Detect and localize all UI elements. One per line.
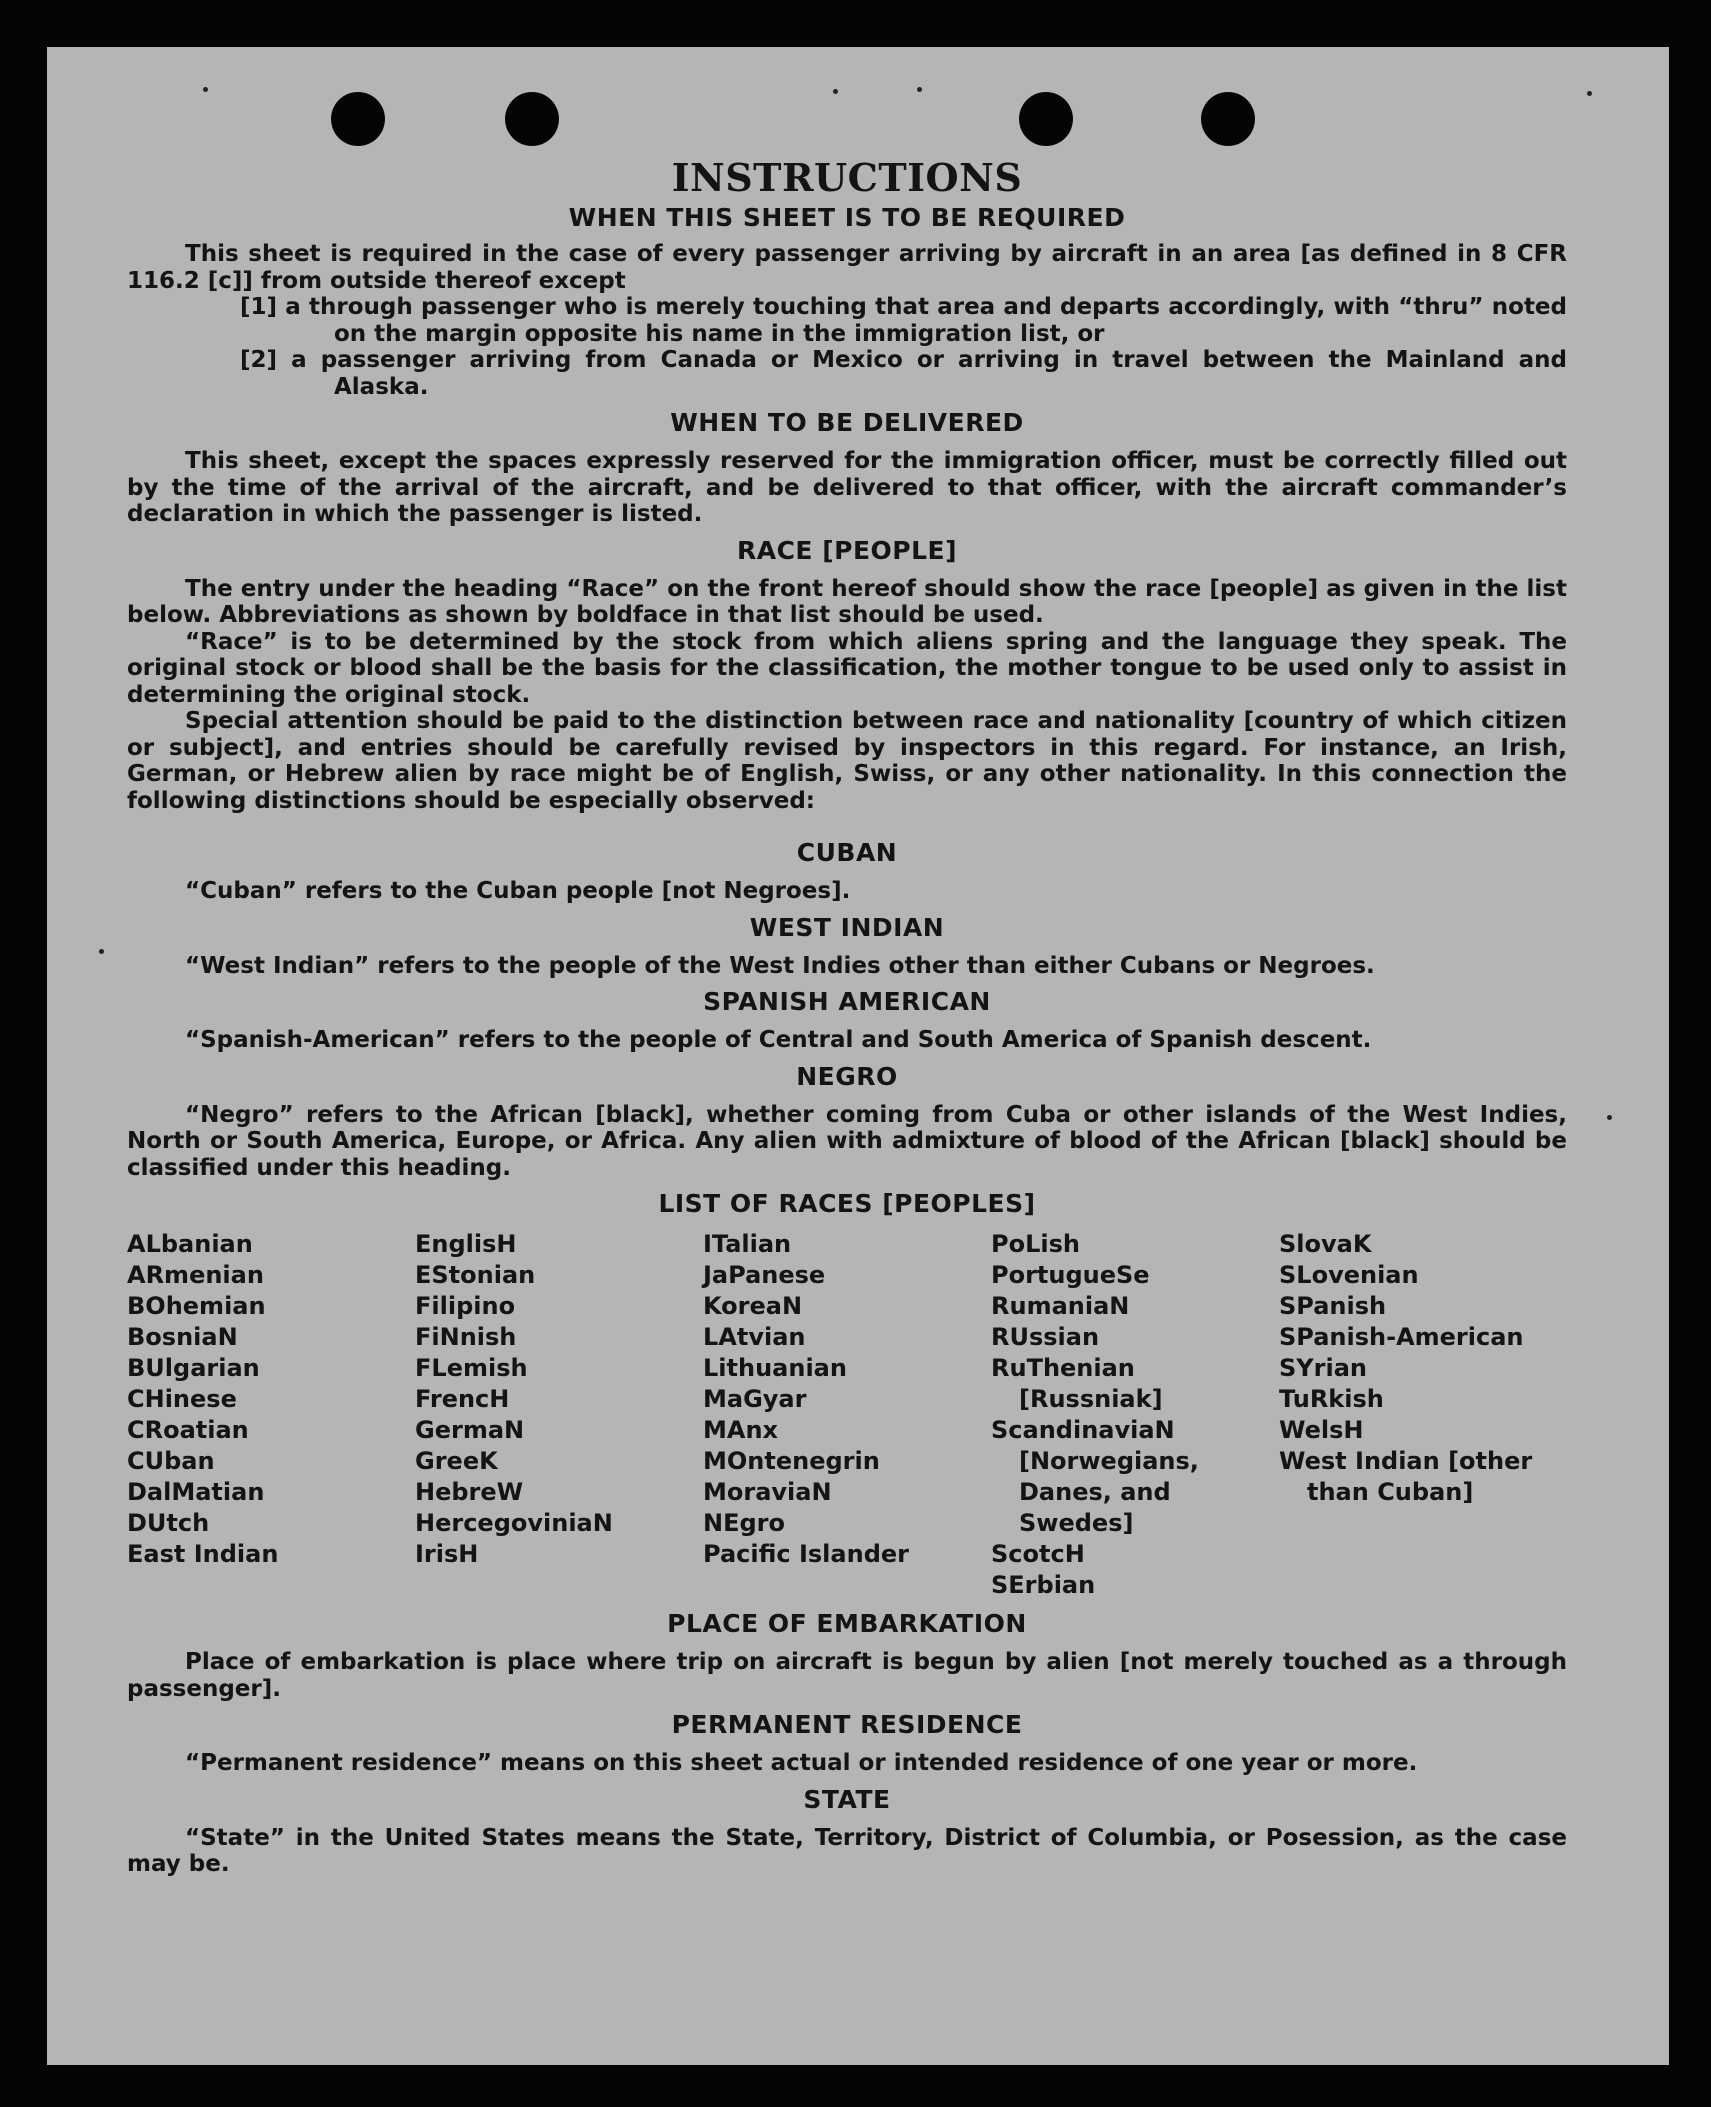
race-column: [991, 1229, 1279, 1601]
heading-when-required: WHEN THIS SHEET IS TO BE REQUIRED: [568, 203, 1126, 232]
race-item: East Indian: [127, 1540, 279, 1568]
race-item: SlovaK: [1279, 1230, 1372, 1258]
paragraph-when-delivered: This sheet, except the spaces expressly reserved for the immigration officer, must be correctly filled out by the time of the arrival of the aircraft, and be delivered to that officer, with the aircraft commander’s declaration in which the passenger is listed.: [127, 448, 1567, 527]
race-item: SPanish-American: [1279, 1323, 1524, 1351]
race-item: ITalian: [703, 1230, 792, 1258]
paragraph-permanent-residence: “Permanent residence” means on this sheet actual or intended residence of one year or more.: [185, 1750, 1418, 1776]
race-item: RumaniaN: [991, 1292, 1130, 1320]
race-item: LAtvian: [703, 1323, 806, 1351]
heading-when-delivered: WHEN TO BE DELIVERED: [670, 408, 1024, 437]
punch-hole: [1201, 92, 1255, 146]
race-item: FiNnish: [415, 1323, 517, 1351]
heading-spanish-american: SPANISH AMERICAN: [703, 987, 991, 1016]
race-item: NEgro: [703, 1509, 785, 1537]
race-item: JaPanese: [703, 1261, 826, 1289]
paragraph-race-2: “Race” is to be determined by the stock from which aliens spring and the language they speak. The original stock or blood shall be the basis for the classification, the mother tongue to be used only to assist in determining the original stock.: [127, 628, 1567, 708]
race-item: SPanish: [1279, 1292, 1387, 1320]
punch-hole: [1019, 92, 1073, 146]
page-title: INSTRUCTIONS: [671, 155, 1023, 200]
race-item: GermaN: [415, 1416, 525, 1444]
race-column: [1279, 1229, 1567, 1601]
race-item: HercegoviniaN: [415, 1509, 613, 1537]
race-item: MoraviaN: [703, 1478, 832, 1506]
race-item: Pacific Islander: [703, 1540, 909, 1568]
heading-place-of-embarkation: PLACE OF EMBARKATION: [667, 1609, 1027, 1638]
race-item: Filipino: [415, 1292, 516, 1320]
race-item: SYrian: [1279, 1354, 1368, 1382]
race-item: BUlgarian: [127, 1354, 260, 1382]
race-item: TuRkish: [1279, 1385, 1384, 1413]
race-item: WelsH: [1279, 1416, 1364, 1444]
race-item: DUtch: [127, 1509, 210, 1537]
race-item: FLemish: [415, 1354, 528, 1382]
heading-race: RACE [PEOPLE]: [736, 535, 958, 565]
race-item: Lithuanian: [703, 1354, 847, 1382]
paragraph-when-required: This sheet is required in the case of every passenger arriving by aircraft in an area [as defined in 8 CFR 116.2 [c]] from outside thereof except: [127, 241, 1567, 294]
race-item: ALbanian: [127, 1230, 253, 1258]
race-item: PortugueSe: [991, 1261, 1150, 1289]
race-item: MaGyar: [703, 1385, 807, 1413]
race-item: SErbian: [991, 1571, 1096, 1599]
race-list: [127, 1229, 1567, 1601]
race-item: ARmenian: [127, 1261, 264, 1289]
exception-1: [1] a through passenger who is merely touching that area and departs accordingly, with “thru” noted on the margin opposite his name in the immigration list, or: [240, 294, 1567, 347]
punch-hole: [505, 92, 559, 146]
ink-speck: [1587, 91, 1592, 96]
ink-speck: [1607, 1115, 1612, 1120]
race-column: [415, 1229, 703, 1601]
punch-hole: [331, 92, 385, 146]
race-item: BOhemian: [127, 1292, 266, 1320]
heading-west-indian: WEST INDIAN: [749, 912, 945, 942]
race-item: DalMatian: [127, 1478, 265, 1506]
race-item: RUssian: [991, 1323, 1100, 1351]
race-item: FrencH: [415, 1385, 510, 1413]
exception-2: [2] a passenger arriving from Canada or Mexico or arriving in travel between the Mainland and Alaska.: [240, 347, 1567, 400]
instructions-content: [127, 155, 1567, 1878]
ink-speck: [99, 949, 104, 954]
paragraph-west-indian: “West Indian” refers to the people of the West Indies other than either Cubans or Negroes.: [185, 952, 1375, 979]
paragraph-state: “State” in the United States means the State, Territory, District of Columbia, or Posession, as the case may be.: [127, 1824, 1567, 1877]
race-item: PoLish: [991, 1230, 1080, 1258]
ink-speck: [203, 87, 208, 92]
ink-speck: [833, 89, 838, 94]
race-item: ScotcH: [991, 1540, 1085, 1568]
heading-permanent-residence: PERMANENT RESIDENCE: [671, 1710, 1023, 1739]
race-item: GreeK: [415, 1447, 498, 1475]
race-item: CRoatian: [127, 1416, 249, 1444]
race-item: CUban: [127, 1447, 215, 1475]
race-column: [703, 1229, 991, 1601]
race-item: SLovenian: [1279, 1261, 1419, 1289]
race-item: ScandinaviaN [Norwegians, Danes, and Swedes]: [991, 1416, 1199, 1537]
race-item: HebreW: [415, 1478, 524, 1506]
paragraph-place-of-embarkation: Place of embarkation is place where trip on aircraft is begun by alien [not merely touched as a through passenger].: [127, 1649, 1567, 1702]
race-item: CHinese: [127, 1385, 237, 1413]
race-item: EStonian: [415, 1261, 536, 1289]
heading-cuban: CUBAN: [796, 838, 898, 867]
paragraph-negro: “Negro” refers to the African [black], whether coming from Cuba or other islands of the West Indies, North or South America, Europe, or Africa. Any alien with admixture of blood of the African [black] should be classified under this heading.: [127, 1101, 1567, 1181]
heading-state: STATE: [803, 1784, 891, 1814]
race-item: IrisH: [415, 1540, 479, 1568]
race-item: RuThenian [Russniak]: [991, 1354, 1163, 1413]
race-item: MOntenegrin: [703, 1447, 880, 1475]
race-item: KoreaN: [703, 1292, 803, 1320]
paragraph-race-1: The entry under the heading “Race” on the front hereof should show the race [people] as given in the list below. Abbreviations as shown by boldface in that list should be used.: [127, 575, 1567, 628]
race-column: [127, 1229, 415, 1601]
race-item: BosniaN: [127, 1323, 238, 1351]
ink-speck: [917, 87, 922, 92]
heading-negro: NEGRO: [796, 1061, 898, 1091]
document-sheet: [47, 47, 1669, 2065]
paragraph-cuban: “Cuban” refers to the Cuban people [not Negroes].: [185, 878, 851, 904]
race-item: EnglisH: [415, 1230, 517, 1258]
race-item: MAnx: [703, 1416, 779, 1444]
paragraph-spanish-american: “Spanish-American” refers to the people of Central and South America of Spanish descent.: [185, 1027, 1372, 1053]
race-item: West Indian [other than Cuban]: [1279, 1447, 1533, 1506]
heading-list-of-races: LIST OF RACES [PEOPLES]: [658, 1189, 1036, 1218]
paragraph-race-3: Special attention should be paid to the distinction between race and nationality [country of which citizen or subject], and entries should be carefully revised by inspectors in this regard. For instance, an Irish, German, or Hebrew alien by race might be of English, Swiss, or any other nationality. In this connection the following distinctions should be especially observed:: [127, 708, 1567, 814]
